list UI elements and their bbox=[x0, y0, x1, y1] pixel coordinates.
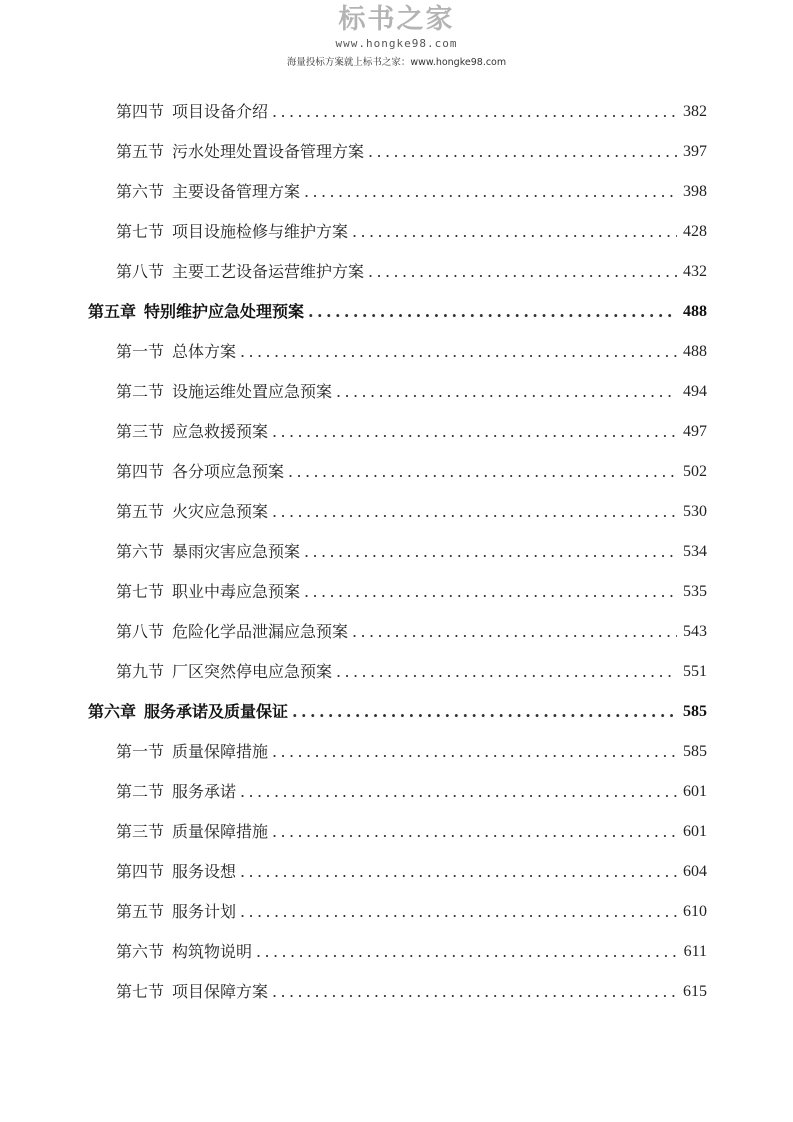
toc-chapter-entry[interactable] bbox=[88, 292, 707, 332]
toc-dot-leader bbox=[304, 542, 677, 562]
toc-entry-title: 服务计划 bbox=[172, 902, 237, 921]
header-tagline: 海量投标方案就上标书之家：www.hongke98.com bbox=[286, 57, 507, 68]
page-header bbox=[0, 0, 793, 80]
toc-section-entry[interactable] bbox=[116, 252, 707, 292]
toc-entry-title: 构筑物说明 bbox=[172, 942, 253, 961]
toc-entry-title: 质量保障措施 bbox=[172, 742, 269, 761]
toc-entry-number: 第七节 bbox=[116, 982, 165, 1001]
toc-section-entry[interactable] bbox=[116, 452, 707, 492]
toc-section-entry[interactable] bbox=[116, 852, 707, 892]
toc-entry-title: 污水处理处置设备管理方案 bbox=[172, 142, 365, 161]
toc-page-number: 601 bbox=[683, 783, 707, 800]
toc-entry-number: 第二节 bbox=[116, 382, 165, 401]
toc-section-entry[interactable] bbox=[116, 412, 707, 452]
toc-section-entry[interactable] bbox=[116, 932, 707, 972]
toc-section-entry[interactable] bbox=[116, 132, 707, 172]
toc-dot-leader bbox=[308, 302, 677, 322]
toc-entry-title: 项目保障方案 bbox=[172, 982, 269, 1001]
toc-dot-leader bbox=[240, 902, 677, 922]
toc-page-number: 530 bbox=[683, 503, 707, 520]
toc-entry-number: 第四节 bbox=[116, 862, 165, 881]
toc-entry-number: 第五节 bbox=[116, 142, 165, 161]
site-logo-url: www.hongke98.com bbox=[335, 37, 458, 50]
toc-dot-leader bbox=[336, 662, 677, 682]
toc-page-number: 543 bbox=[683, 623, 707, 640]
toc-section-entry[interactable] bbox=[116, 92, 707, 132]
toc-entry-number: 第三节 bbox=[116, 422, 165, 441]
toc-dot-leader bbox=[368, 142, 677, 162]
toc-entry-number: 第七节 bbox=[116, 222, 165, 241]
toc-entry-title: 特别维护应急处理预案 bbox=[144, 302, 305, 321]
toc-section-entry[interactable] bbox=[116, 172, 707, 212]
toc-dot-leader bbox=[272, 822, 677, 842]
toc-page-number: 398 bbox=[683, 183, 707, 200]
toc-section-entry[interactable] bbox=[116, 212, 707, 252]
toc-entry-number: 第六章 bbox=[88, 702, 137, 721]
toc-chapter-entry[interactable] bbox=[88, 692, 707, 732]
toc-entry-number: 第二节 bbox=[116, 782, 165, 801]
toc-dot-leader bbox=[304, 182, 677, 202]
toc-page-number: 611 bbox=[683, 943, 707, 960]
toc-entry-number: 第六节 bbox=[116, 182, 165, 201]
toc-dot-leader bbox=[336, 382, 677, 402]
toc-entry-title: 设施运维处置应急预案 bbox=[172, 382, 333, 401]
toc-dot-leader bbox=[240, 862, 677, 882]
toc-section-entry[interactable] bbox=[116, 772, 707, 812]
toc-page-number: 585 bbox=[683, 743, 707, 760]
toc-dot-leader bbox=[368, 262, 677, 282]
toc-page-number: 551 bbox=[683, 663, 707, 680]
toc-dot-leader bbox=[272, 982, 677, 1002]
toc-entry-title: 火灾应急预案 bbox=[172, 502, 269, 521]
toc-entry-title: 服务设想 bbox=[172, 862, 237, 881]
toc-entry-number: 第三节 bbox=[116, 822, 165, 841]
toc-section-entry[interactable] bbox=[116, 812, 707, 852]
toc-page-number: 601 bbox=[683, 823, 707, 840]
toc-entry-number: 第九节 bbox=[116, 662, 165, 681]
toc-section-entry[interactable] bbox=[116, 332, 707, 372]
toc-entry-title: 服务承诺及质量保证 bbox=[144, 702, 289, 721]
toc-entry-number: 第四节 bbox=[116, 102, 165, 121]
toc-entry-number: 第一节 bbox=[116, 342, 165, 361]
toc-section-entry[interactable] bbox=[116, 652, 707, 692]
toc-entry-title: 服务承诺 bbox=[172, 782, 237, 801]
toc-page-number: 428 bbox=[683, 223, 707, 240]
toc-entry-number: 第七节 bbox=[116, 582, 165, 601]
toc-page-number: 610 bbox=[683, 903, 707, 920]
toc-section-entry[interactable] bbox=[116, 732, 707, 772]
toc-section-entry[interactable] bbox=[116, 492, 707, 532]
toc-entry-number: 第六节 bbox=[116, 942, 165, 961]
toc-page-number: 497 bbox=[683, 423, 707, 440]
toc-page-number: 535 bbox=[683, 583, 707, 600]
toc-page-number: 488 bbox=[683, 303, 707, 320]
toc-page-number: 534 bbox=[683, 543, 707, 560]
toc-page-number: 615 bbox=[683, 983, 707, 1000]
toc-entry-title: 厂区突然停电应急预案 bbox=[172, 662, 333, 681]
toc-entry-title: 总体方案 bbox=[172, 342, 237, 361]
toc-entry-number: 第一节 bbox=[116, 742, 165, 761]
toc-entry-number: 第五章 bbox=[88, 302, 137, 321]
toc-page-number: 488 bbox=[683, 343, 707, 360]
toc-entry-title: 各分项应急预案 bbox=[172, 462, 285, 481]
toc-page-number: 502 bbox=[683, 463, 707, 480]
toc-entry-title: 主要设备管理方案 bbox=[172, 182, 301, 201]
toc-dot-leader bbox=[352, 622, 677, 642]
toc-page-number: 494 bbox=[683, 383, 707, 400]
toc-section-entry[interactable] bbox=[116, 892, 707, 932]
toc-dot-leader bbox=[272, 742, 677, 762]
toc-entry-title: 应急救援预案 bbox=[172, 422, 269, 441]
toc-page-number: 604 bbox=[683, 863, 707, 880]
toc-entry-title: 暴雨灾害应急预案 bbox=[172, 542, 301, 561]
toc-section-entry[interactable] bbox=[116, 532, 707, 572]
toc-section-entry[interactable] bbox=[116, 972, 707, 1012]
toc-entry-number: 第六节 bbox=[116, 542, 165, 561]
toc-page-number: 432 bbox=[683, 263, 707, 280]
toc-page-number: 397 bbox=[683, 143, 707, 160]
toc-entry-number: 第四节 bbox=[116, 462, 165, 481]
toc-entry-number: 第八节 bbox=[116, 262, 165, 281]
toc-page-number: 382 bbox=[683, 103, 707, 120]
toc-dot-leader bbox=[240, 782, 677, 802]
toc-dot-leader bbox=[272, 102, 677, 122]
toc-section-entry[interactable] bbox=[116, 572, 707, 612]
toc-entry-title: 危险化学品泄漏应急预案 bbox=[172, 622, 349, 641]
toc-entry-number: 第八节 bbox=[116, 622, 165, 641]
toc-dot-leader bbox=[272, 422, 677, 442]
toc-dot-leader bbox=[304, 582, 677, 602]
toc-entry-title: 主要工艺设备运营维护方案 bbox=[172, 262, 365, 281]
site-logo-title: 标书之家 bbox=[338, 4, 455, 35]
toc-entry-title: 职业中毒应急预案 bbox=[172, 582, 301, 601]
toc-entry-number: 第五节 bbox=[116, 902, 165, 921]
toc-dot-leader bbox=[272, 502, 677, 522]
toc-dot-leader bbox=[292, 702, 677, 722]
toc-entry-number: 第五节 bbox=[116, 502, 165, 521]
toc-section-entry[interactable] bbox=[116, 612, 707, 652]
toc-dot-leader bbox=[288, 462, 677, 482]
toc-entry-title: 项目设备介绍 bbox=[172, 102, 269, 121]
toc-dot-leader bbox=[352, 222, 677, 242]
toc-entry-title: 项目设施检修与维护方案 bbox=[172, 222, 349, 241]
toc-page-number: 585 bbox=[683, 703, 707, 720]
toc-dot-leader bbox=[240, 342, 677, 362]
toc-dot-leader bbox=[256, 942, 678, 962]
toc-section-entry[interactable] bbox=[116, 372, 707, 412]
toc-entry-title: 质量保障措施 bbox=[172, 822, 269, 841]
